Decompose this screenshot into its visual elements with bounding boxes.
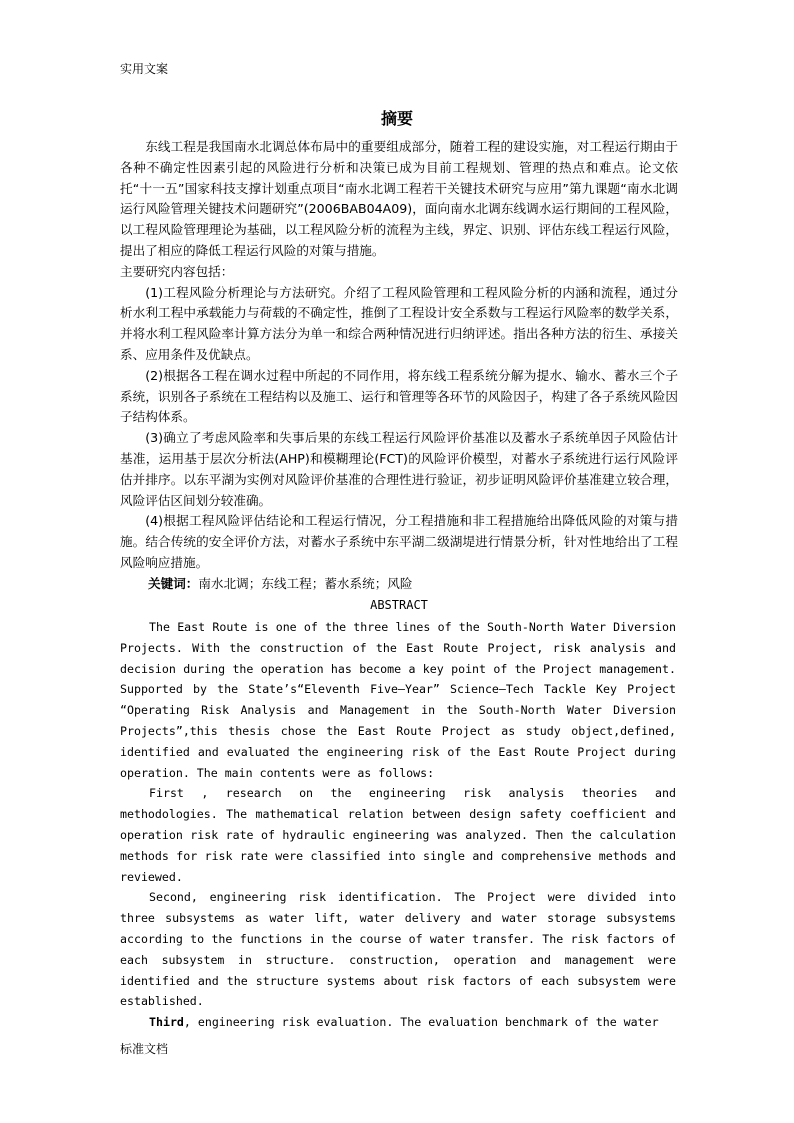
- page-header-label: 实用文案: [120, 62, 169, 76]
- en-paragraph-4-lead: Third: [149, 1015, 184, 1030]
- english-abstract-heading: ABSTRACT: [370, 597, 428, 612]
- en-paragraph-1: The East Route is one of the three lines of the South-North Water Diversion Projects. With the construction of the East Route Project, risk analysis and decision during the operation has become a key point of the Project management. Supported by the State’s“Eleventh Five—Year” Science—Tech Tackle Key Project “Operating Risk Analysis and Management in the South-North Water Diversion Projects”,this thesis chose the East Route Project as study object,defined, identified and evaluated the engineering risk of the East Route Project during operation. The main contents were as follows:: [120, 620, 676, 780]
- abstract-title: 摘要: [380, 109, 413, 128]
- page-footer-label: 标准文档: [120, 1042, 169, 1056]
- zh-paragraph-3: (1)工程风险分析理论与方法研究。介绍了工程风险管理和工程风险分析的内涵和流程，通过分析水利工程中承载能力与荷载的不确定性，推倒了工程设计安全系数与工程运行风险率的数学关系，并将水利工程风险率计算方法分为单一和综合两种情况进行归纳评述。指出各种方法的衍生、承接关系、应用条件及优缺点。: [120, 284, 678, 362]
- zh-paragraph-5: (3)确立了考虑风险率和失事后果的东线工程运行风险评价基准以及蓄水子系统单因子风险估计基准，运用基于层次分析法(AHP)和模糊理论(FCT)的风险评价模型，对蓄水子系统进行运行风险评估并排序。以东平湖为实例对风险评价基准的合理性进行验证，初步证明风险评价基准建立较合理，风险评估区间划分较准确。: [120, 430, 678, 508]
- english-abstract: [120, 617, 676, 1033]
- en-paragraph-4-rest: , engineering risk evaluation. The evaluation benchmark of the water: [183, 1015, 659, 1030]
- zh-paragraph-4: (2)根据各工程在调水过程中所起的不同作用，将东线工程系统分解为提水、输水、蓄水三个子系统，识别各子系统在工程结构以及施工、运行和管理等各环节的风险因子，构建了各子系统风险因子结构体系。: [120, 367, 678, 425]
- zh-paragraph-6: (4)根据工程风险评估结论和工程运行情况，分工程措施和非工程措施给出降低风险的对策与措施。结合传统的安全评价方法，对蓄水子系统中东平湖二级湖堤进行情景分析，针对性地给出了工程风险响应措施。: [120, 513, 678, 570]
- en-paragraph-4: [120, 1012, 676, 1033]
- keywords-text: 南水北调；东线工程；蓄水系统；风险: [198, 575, 413, 591]
- keywords-line: [120, 574, 678, 595]
- en-paragraph-2: First , research on the engineering risk analysis theories and methodologies. The mathematical relation between design safety coefficient and operation risk rate of hydraulic engineering was analyzed. Then the calculation methods for risk rate were classified into single and comprehensive methods and reviewed.: [120, 786, 676, 884]
- zh-paragraph-2: 主要研究内容包括：: [120, 263, 234, 279]
- en-paragraph-3: Second, engineering risk identification. The Project were divided into three subsystems as water lift, water delivery and water storage subsystems according to the functions in the course of water transfer. The risk factors of each subsystem in structure. construction, operation and management were identified and the structure systems about risk factors of each subsystem were established.: [120, 890, 676, 1009]
- keywords-label: 关键词：: [148, 575, 199, 591]
- zh-paragraph-1: 东线工程是我国南水北调总体布局中的重要组成部分，随着工程的建设实施，对工程运行期由于各种不确定性因素引起的风险进行分析和决策已成为目前工程规划、管理的热点和难点。论文依托“十一五”国家科技支撑计划重点项目“南水北调工程若干关键技术研究与应用”第九课题“南水北调运行风险管理关键技术问题研究”(2006BAB04A09)，面向南水北调东线调水运行期间的工程风险，以工程风险管理理论为基础，以工程风险分析的流程为主线，界定、识别、评估东线工程运行风险，提出了相应的降低工程运行风险的对策与措施。: [120, 139, 678, 258]
- chinese-abstract: [120, 137, 678, 615]
